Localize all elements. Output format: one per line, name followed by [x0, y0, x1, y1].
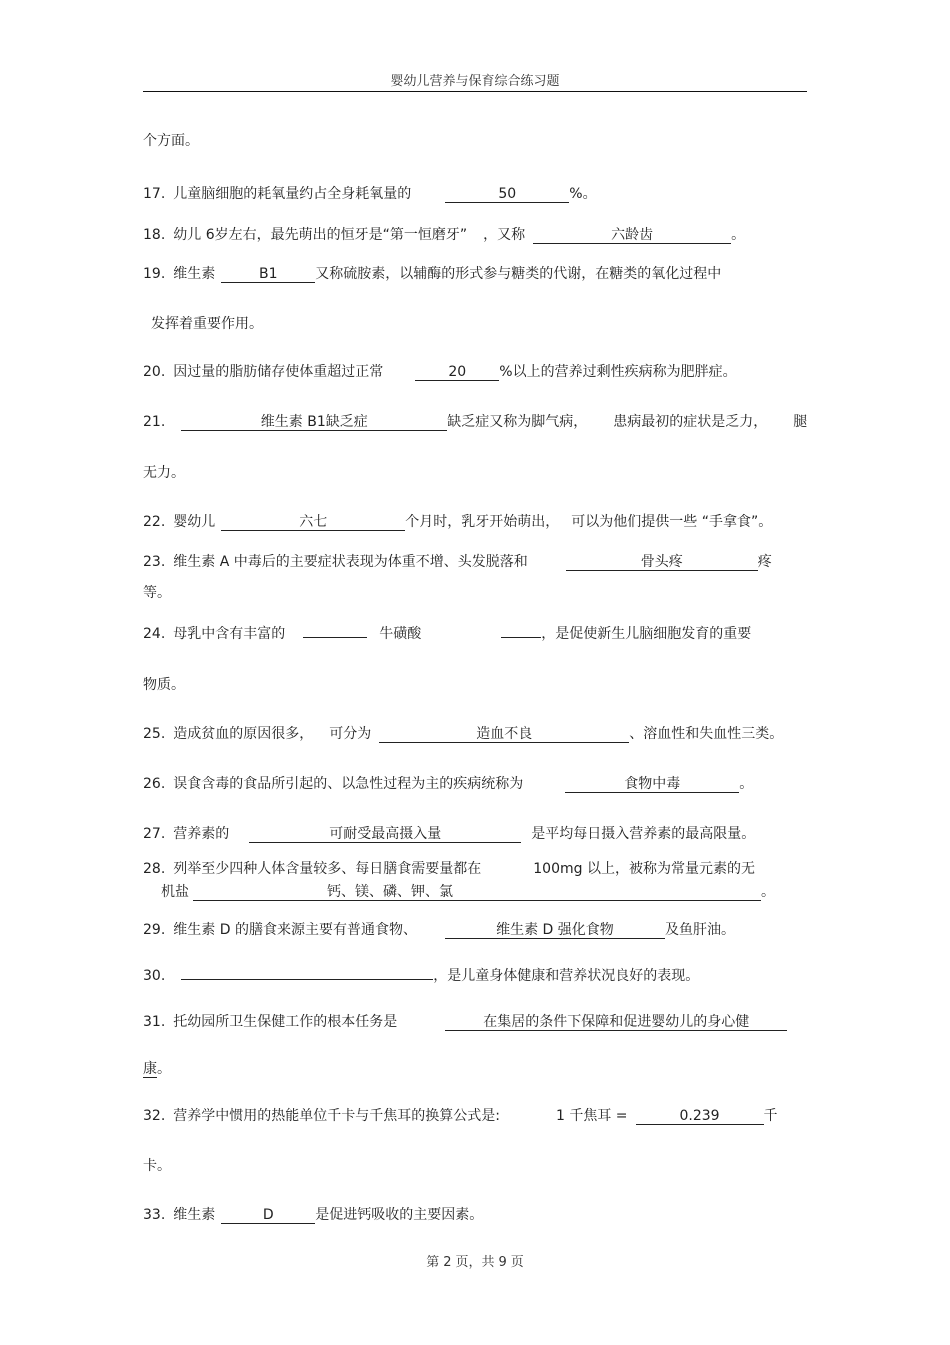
- question-number: 31.: [143, 1014, 166, 1030]
- question-25: 25. 造成贫血的原因很多， 可分为 造血不良 、溶血性和失血性三类。: [143, 726, 784, 742]
- question-text: 造成贫血的原因很多，: [173, 726, 314, 742]
- question-number: 30.: [143, 968, 166, 984]
- question-text: 维生素 D 的膳食来源主要有普通食物、: [173, 922, 417, 938]
- page-footer: 第 2 页，共 9 页: [426, 1255, 524, 1270]
- q32-continuation: 卡。: [143, 1158, 171, 1174]
- question-number: 21.: [143, 414, 166, 430]
- question-18: 18. 幼儿 6岁左右，最先萌出的恒牙是“第一恒磨牙” ，又称 六龄齿 。: [143, 227, 746, 243]
- total-pages: 9: [498, 1255, 507, 1270]
- question-number: 33.: [143, 1207, 166, 1223]
- header-rule: [143, 91, 807, 92]
- answer-blank[interactable]: 维生素 D 强化食物: [445, 922, 665, 939]
- question-number: 24.: [143, 626, 166, 642]
- answer-blank[interactable]: 20: [415, 364, 499, 381]
- question-text: 列举至少四种人体含量较多、每日膳食需要量都在: [173, 861, 482, 877]
- question-28: 28. 列举至少四种人体含量较多、每日膳食需要量都在 100mg 以上，被称为常量元素的无: [143, 861, 755, 877]
- answer-blank[interactable]: [181, 979, 433, 980]
- question-number: 25.: [143, 726, 166, 742]
- question-32: 32. 营养学中惯用的热能单位千卡与千焦耳的换算公式是: 1 千焦耳 = 0.239 千: [143, 1108, 778, 1124]
- question-20: 20. 因过量的脂肪储存使体重超过正常 20 %以上的营养过剩性疾病称为肥胖症。: [143, 364, 737, 380]
- answer-blank[interactable]: 骨头疼: [566, 554, 758, 571]
- question-text: 维生素: [173, 266, 216, 282]
- question-26: 26. 误食含毒的食品所引起的、以急性过程为主的疾病统称为 食物中毒 。: [143, 776, 754, 792]
- question-21: 21. 维生素 B1缺乏症 缺乏症又称为脚气病， 患病最初的症状是乏力， 腿: [143, 414, 808, 430]
- answer-blank[interactable]: 造血不良: [379, 726, 629, 743]
- question-text: 托幼园所卫生保健工作的根本任务是: [173, 1014, 398, 1030]
- question-text: 营养学中惯用的热能单位千卡与千焦耳的换算公式是:: [173, 1108, 500, 1124]
- answer-blank[interactable]: D: [221, 1207, 315, 1224]
- answer-blank[interactable]: 钙、镁、磷、钾、氯: [193, 884, 761, 901]
- question-24: 24. 母乳中含有丰富的 牛磺酸 ，是促使新生儿脑细胞发育的重要: [143, 626, 752, 642]
- answer-blank[interactable]: 维生素 B1缺乏症: [181, 414, 447, 431]
- answer-blank[interactable]: 在集居的条件下保障和促进婴幼儿的身心健: [445, 1014, 787, 1031]
- question-number: 23.: [143, 554, 166, 570]
- question-number: 19.: [143, 266, 166, 282]
- question-30: 30. ，是儿童身体健康和营养状况良好的表现。: [143, 968, 700, 984]
- question-17: 17. 儿童脑细胞的耗氧量约占全身耗氧量的 50 %。: [143, 186, 597, 202]
- question-number: 26.: [143, 776, 166, 792]
- question-23: 23. 维生素 A 中毒后的主要症状表现为体重不增、头发脱落和 骨头疼 疼: [143, 554, 772, 570]
- answer-blank[interactable]: 六七: [221, 514, 405, 531]
- question-number: 29.: [143, 922, 166, 938]
- question-19: 19. 维生素 B1 又称硫胺素，以辅酶的形式参与糖类的代谢，在糖类的氧化过程中: [143, 266, 722, 282]
- q24-continuation: 物质。: [143, 677, 185, 693]
- question-number: 32.: [143, 1108, 166, 1124]
- question-text: 婴幼儿: [173, 514, 216, 530]
- question-27: 27. 营养素的 可耐受最高摄入量 是平均每日摄入营养素的最高限量。: [143, 826, 756, 842]
- question-text: 维生素 A 中毒后的主要症状表现为体重不增、头发脱落和: [173, 554, 528, 570]
- question-33: 33. 维生素 D 是促进钙吸收的主要因素。: [143, 1207, 484, 1223]
- question-number: 20.: [143, 364, 166, 380]
- answer-blank[interactable]: 0.239: [636, 1108, 764, 1125]
- answer-blank[interactable]: 食物中毒: [565, 776, 739, 793]
- question-text: 儿童脑细胞的耗氧量约占全身耗氧量的: [173, 186, 412, 202]
- question-number: 18.: [143, 227, 166, 243]
- question-text: 误食含毒的食品所引起的、以急性过程为主的疾病统称为: [173, 776, 524, 792]
- question-text: 幼儿 6岁左右，最先萌出的恒牙是“第一恒磨牙”: [173, 227, 468, 243]
- question-number: 17.: [143, 186, 166, 202]
- question-number: 28.: [143, 861, 166, 877]
- question-22: 22. 婴幼儿 六七 个月时，乳牙开始萌出， 可以为他们提供一些 “手拿食”。: [143, 514, 773, 530]
- q19-continuation: 发挥着重要作用。: [151, 316, 263, 332]
- page-number: 2: [443, 1255, 452, 1270]
- question-text: 因过量的脂肪储存使体重超过正常: [173, 364, 384, 380]
- question-29: 29. 维生素 D 的膳食来源主要有普通食物、 维生素 D 强化食物 及鱼肝油。: [143, 922, 735, 938]
- question-31: [143, 1013, 787, 1031]
- question-number: 27.: [143, 826, 166, 842]
- question-number: 22.: [143, 514, 166, 530]
- page-header: 婴幼儿营养与保育综合练习题: [390, 74, 560, 89]
- q21-continuation: 无力。: [143, 465, 185, 481]
- question-text: 营养素的: [173, 826, 230, 842]
- q23-continuation: 等。: [143, 585, 171, 601]
- answer-blank[interactable]: 可耐受最高摄入量: [249, 826, 521, 843]
- q28-continuation: 机盐 钙、镁、磷、钾、氯 。: [161, 884, 775, 900]
- answer-blank[interactable]: 50: [445, 186, 569, 203]
- answer-text[interactable]: 牛磺酸: [379, 626, 422, 642]
- question-text: 维生素: [173, 1207, 216, 1223]
- q16-continuation: 个方面。: [143, 133, 199, 149]
- answer-blank[interactable]: B1: [221, 266, 315, 283]
- question-text: 母乳中含有丰富的: [173, 626, 286, 642]
- q31-continuation: 康。: [143, 1061, 171, 1077]
- answer-blank[interactable]: 六龄齿: [533, 227, 731, 244]
